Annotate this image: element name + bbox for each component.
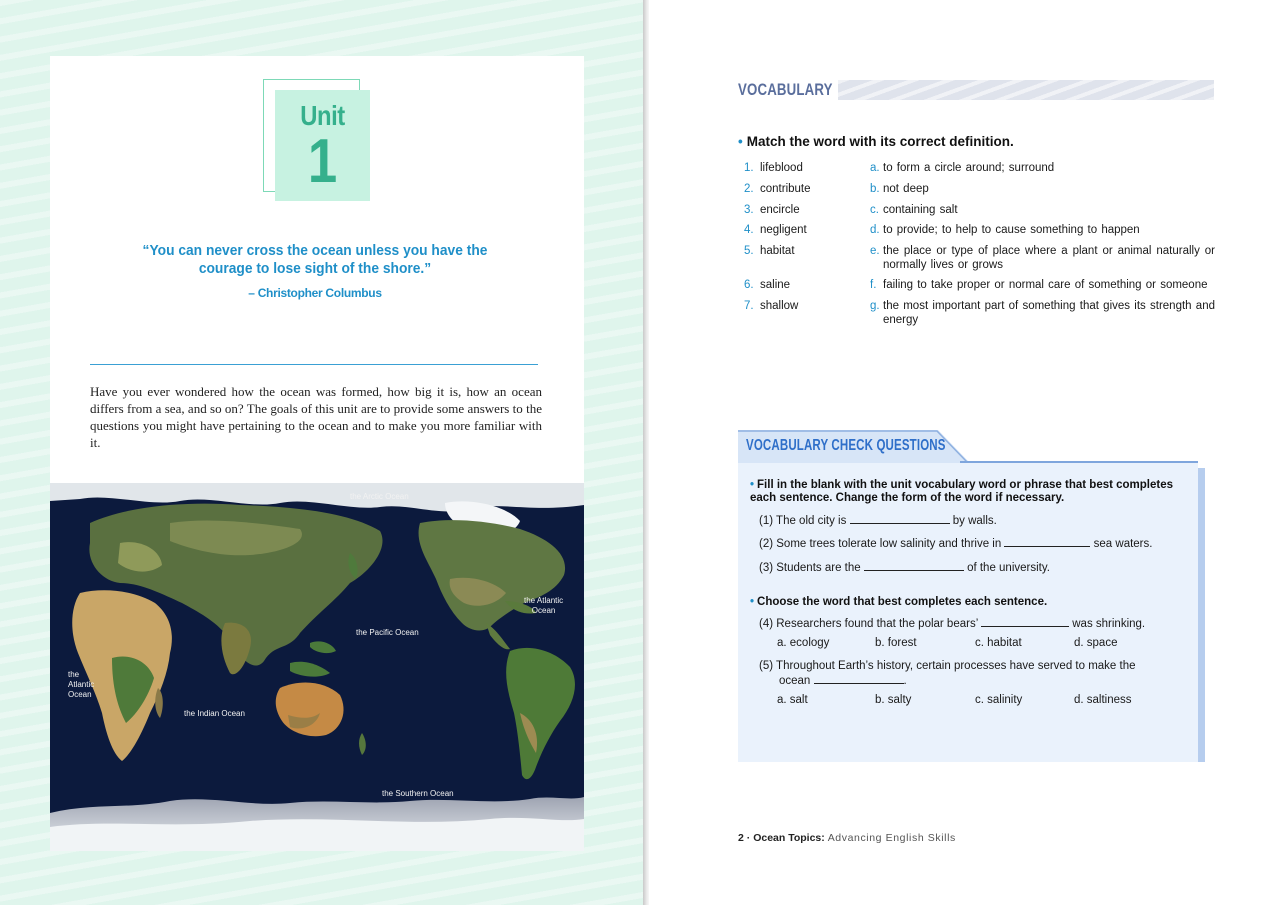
map-label-southern-ocean: the Southern Ocean xyxy=(382,789,454,798)
question-2 xyxy=(759,537,1179,552)
question-4-text-a: (4) Researchers found that the polar bears’ xyxy=(759,618,978,630)
divider xyxy=(90,364,538,365)
question-2-text-a: (2) Some trees tolerate low salinity and thrive in xyxy=(759,538,1002,550)
word-number: 5. xyxy=(744,245,754,257)
question-1-text-a: (1) The old city is xyxy=(759,515,847,527)
quote xyxy=(126,242,503,278)
definition-text: failing to take proper or normal care of something or someone xyxy=(883,279,1208,291)
word-item xyxy=(744,244,795,258)
word-number: 1. xyxy=(744,162,754,174)
word-text: contribute xyxy=(760,183,811,195)
definition-item xyxy=(870,161,1215,175)
unit-intro-card xyxy=(50,56,584,484)
book-spine xyxy=(643,0,649,905)
definition-letter: f. xyxy=(870,279,877,291)
word-number: 3. xyxy=(744,204,754,216)
option-d[interactable]: d. space xyxy=(1074,637,1118,649)
check-panel-shadow xyxy=(1198,468,1205,762)
book-title: Ocean Topics: xyxy=(753,832,825,844)
map-label-atlantic-west-line3: Ocean xyxy=(68,690,92,699)
word-number: 7. xyxy=(744,300,754,312)
match-instruction-text: Match the word with its correct definition. xyxy=(746,134,1014,149)
check-questions-panel xyxy=(738,462,1198,762)
word-text: encircle xyxy=(760,204,800,216)
question-5-text-c: . xyxy=(903,675,907,687)
definition-text: to form a circle around; surround xyxy=(883,162,1055,174)
definition-text: to provide; to help to cause something to happen xyxy=(883,224,1140,236)
map-label-atlantic-ocean-east xyxy=(524,596,563,616)
check-panel-top-line xyxy=(960,461,1198,463)
option-b[interactable]: b. salty xyxy=(875,694,912,706)
map-label-arctic-ocean: the Arctic Ocean xyxy=(350,492,409,501)
option-d[interactable]: d. saltiness xyxy=(1074,694,1132,706)
question-3-text-a: (3) Students are the xyxy=(759,562,861,574)
map-label-atlantic-east-line2: Ocean xyxy=(531,606,556,615)
definition-letter: b. xyxy=(870,183,880,195)
question-3-text-b: of the university. xyxy=(967,562,1050,574)
bullet-icon: • xyxy=(750,479,755,491)
definition-letter: c. xyxy=(870,204,879,216)
definition-text: the place or type of place where a plant or animal naturally or normally lives or grows xyxy=(883,245,1215,271)
question-5 xyxy=(759,659,1179,674)
quote-author: – Christopher Columbus xyxy=(248,286,382,300)
answer-blank[interactable] xyxy=(864,561,964,571)
page-number: 2 xyxy=(738,832,744,844)
definition-text: containing salt xyxy=(883,204,958,216)
intro-paragraph: Have you ever wondered how the ocean was formed, how big it is, how an ocean differs from a sea, and so on? The goals of this unit are to provide some answers to the questions you might have pertaining to the ocean and to make you more familiar with it. xyxy=(90,384,542,450)
world-map-image xyxy=(50,483,584,851)
answer-blank[interactable] xyxy=(850,514,950,524)
fill-in-instruction xyxy=(750,479,1182,505)
word-text: negligent xyxy=(760,224,807,236)
answer-blank[interactable] xyxy=(1004,537,1090,547)
definition-item xyxy=(870,182,1215,196)
map-label-pacific-ocean: the Pacific Ocean xyxy=(356,628,419,637)
answer-blank[interactable] xyxy=(814,674,904,684)
option-b[interactable]: b. forest xyxy=(875,637,917,649)
option-a[interactable]: a. salt xyxy=(777,694,808,706)
map-label-atlantic-east-line1: the Atlantic xyxy=(524,596,564,605)
word-item xyxy=(744,203,800,217)
definition-item xyxy=(870,244,1215,272)
map-label-atlantic-ocean-west xyxy=(68,670,94,700)
definition-item xyxy=(870,203,1215,217)
unit-label: Unit xyxy=(300,100,345,131)
definition-text: the most important part of something that gives its strength and energy xyxy=(883,300,1215,326)
definition-letter: g. xyxy=(870,300,880,312)
word-item xyxy=(744,223,807,237)
word-text: shallow xyxy=(760,300,799,312)
word-text: lifeblood xyxy=(760,162,803,174)
question-5-text-a: (5) Throughout Earth’s history, certain processes have served to make the xyxy=(759,660,1136,672)
choose-instruction-text: Choose the word that best completes each sentence. xyxy=(757,596,1048,608)
question-4-text-b: was shrinking. xyxy=(1072,618,1146,630)
question-5-continued xyxy=(779,674,1199,689)
check-questions-title: VOCABULARY CHECK QUESTIONS xyxy=(746,437,946,454)
answer-blank[interactable] xyxy=(981,617,1069,627)
question-1 xyxy=(759,514,1179,529)
footer-separator: · xyxy=(746,832,751,844)
map-label-atlantic-west-line2: Atlantic xyxy=(68,680,95,689)
question-4 xyxy=(759,617,1179,632)
quote-line-1: “You can never cross the ocean unless you have the xyxy=(142,242,488,259)
word-text: saline xyxy=(760,279,791,291)
word-number: 6. xyxy=(744,279,754,291)
word-number: 2. xyxy=(744,183,754,195)
definition-letter: a. xyxy=(870,162,880,174)
word-number: 4. xyxy=(744,224,754,236)
word-text: habitat xyxy=(760,245,795,257)
word-item xyxy=(744,182,811,196)
question-1-text-b: by walls. xyxy=(952,515,997,527)
word-item xyxy=(744,161,803,175)
question-3 xyxy=(759,561,1179,576)
definition-item xyxy=(870,278,1215,292)
definition-letter: d. xyxy=(870,224,880,236)
world-map-graphic xyxy=(50,483,584,851)
quote-line-2: courage to lose sight of the shore.” xyxy=(198,260,432,277)
fill-in-instruction-text: Fill in the blank with the unit vocabulary word or phrase that best completes each sentence. Change the form of the word if necessary. xyxy=(750,479,1174,504)
map-label-indian-ocean: the Indian Ocean xyxy=(184,709,245,718)
definition-letter: e. xyxy=(870,245,880,257)
book-subtitle: Advancing English Skills xyxy=(827,832,956,844)
word-item xyxy=(744,299,799,313)
left-page xyxy=(0,0,643,905)
option-c[interactable]: c. salinity xyxy=(975,694,1023,706)
word-item xyxy=(744,278,791,292)
option-a[interactable]: a. ecology xyxy=(777,637,830,649)
bullet-icon: • xyxy=(738,134,743,149)
bullet-icon: • xyxy=(750,596,755,608)
definition-item xyxy=(870,223,1215,237)
choose-instruction xyxy=(750,596,1182,609)
question-2-text-b: sea waters. xyxy=(1093,538,1153,550)
unit-box xyxy=(275,90,370,201)
page-footer xyxy=(738,832,956,844)
definition-item xyxy=(870,299,1215,327)
match-instruction xyxy=(738,134,1014,149)
option-c[interactable]: c. habitat xyxy=(975,637,1022,649)
map-label-atlantic-west-line1: the xyxy=(68,670,80,679)
vocabulary-title: VOCABULARY xyxy=(738,80,833,99)
unit-number: 1 xyxy=(307,127,338,196)
definition-text: not deep xyxy=(883,183,929,195)
vocabulary-header-band xyxy=(838,80,1214,100)
question-5-text-b: ocean xyxy=(779,675,811,687)
